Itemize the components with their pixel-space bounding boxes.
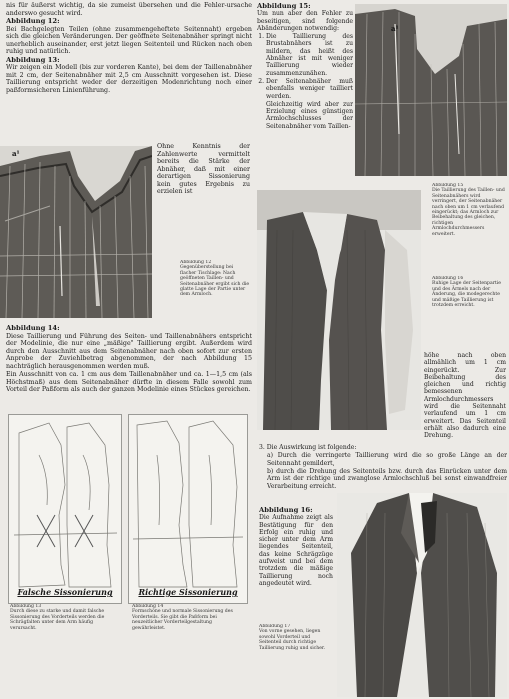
item3-lead: Die Auswirkung ist folgende: (266, 444, 357, 451)
caption-abbildung-17 (259, 624, 333, 670)
label-a1-right: a¹ (391, 24, 399, 33)
caption-abbildung-15 (432, 183, 506, 239)
caption-17-text: Von vorne gesehen, liegen sowohl Vorderteil und Seitenteil durch richtige Taillierung ruhig und sicher. (259, 629, 326, 651)
garment-armhole-photo (355, 4, 507, 176)
right-mid-text (424, 352, 506, 444)
jacket-front-photo (337, 493, 507, 697)
caption-abbildung-12 (180, 260, 250, 316)
abb15-list (257, 33, 353, 130)
abb15-item-1: 1. Die Taillierung des Brustabnähers ist zu mildern, das heißt des Abnäher ist mit weniger Taillierung wieder zusammenzunähen. (266, 33, 353, 77)
right-top-text (257, 2, 353, 180)
falsche-sissonierung-label: Falsche Sissonierung (17, 587, 113, 597)
photo-abbildung-12 (0, 146, 152, 318)
item3-number: 3. (259, 444, 267, 451)
photo-abbildung-16 (257, 190, 421, 430)
abb14-heading: Abbildung 14: (6, 324, 60, 332)
caption-14-text: Formschöne und normale Sissonierung des Vorderteils. Sie gibt die Paßform bei neuzeitlicher Vorderteilgestaltung gewährleistet. (132, 609, 233, 631)
false-pattern-drawing (9, 415, 121, 603)
caption-13-title: Abbildung 13 (10, 604, 42, 609)
label-a1-left: a¹ (12, 149, 20, 158)
abb12-heading: Abbildung 12: (6, 17, 60, 25)
caption-16-title: Abbildung 16 (432, 276, 464, 281)
intro-text: nis für äußerst wichtig, da sie zumeist übersehen und die Fehler-ursache anderswo gesucht wird. (6, 2, 252, 17)
abb12-text: Bei Bachgelegten Teilen (ohne zusammengeheftete Seitennaht) ergeben sich die gleichen Veränderungen. Der geöffnete Seitenabnäher springt nicht unerheblich auseinander, erst jetzt liegen Seitenteil und Rücken nach oben ruhig und natürlich. (6, 25, 252, 55)
abb15-item-2: 2. Der Seitenabnäher muß ebenfalls weniger tailliert werden. (266, 78, 353, 100)
caption-17-title: Abbildung 17 (259, 624, 291, 629)
abb14-text-block (6, 324, 252, 410)
caption-12-text: Gegenüberstellung bei flacher Tischlage: Nach geöffneten Taillen- und Seitenabnäher ergibt sich die glatte Lage der Partie unter dem Armloch. (180, 265, 250, 298)
caption-14-title: Abbildung 14 (132, 604, 164, 609)
abb15-heading: Abbildung 15: (257, 2, 311, 10)
caption-abbildung-16 (432, 276, 506, 322)
abb13-text-a: Wir zeigen ein Modell (bis zur vorderen Kante), bei dem der Taillenabnäher mit 2 cm, der Seitenabnäher mit 2,5 cm Ausschnitt vorgesehen ist. Diese Taillierung entspricht weder der derzeitigen Modenrichtung noch einer paßformsicheren Linienführung. (6, 64, 252, 94)
photo-abbildung-17 (337, 493, 507, 697)
right-mid-paragraph: höhe nach oben allmählich um 1 cm eingerückt. Zur Beibehaltung des gleichen und richtig bemessenen Armlochdurchmessers wird die Seitennaht verlaufend um 1 cm erweitert. Das Seitenteil erhält also dadurch eine Drehung. (424, 352, 506, 440)
item3-a (259, 444, 507, 451)
abb15-text: Um nun aber den Fehler zu beseitigen, sind folgende Abänderungen notwendig: (257, 10, 353, 32)
caption-15-title: Abbildung 15 (432, 183, 464, 188)
abb13-text-b: Ohne Kenntnis der Zahlenwerte vermittelt bereits die Stärke der Abnäher, daß mit einer derartigen Sissonierung kein gutes Ergebnis zu erzielen ist (157, 143, 250, 195)
caption-15-text: Die Taillierung des Taillen- und Seitenabnähers wird verringert, der Seitenabnäher nach oben um 1 cm verlaufend eingerückt; das Armloch zur Beibehaltung des gleichen, richtigen Armlochdurchmessers erweitert. (432, 188, 505, 237)
abb14-text-b: Ein Ausschnitt von ca. 1 cm aus dem Taillenabnäher und ca. 1—1,5 cm (als Höchstmaß) aus dem Seitenabnäher dürfte in diesem Falle sowohl zum Vorteil der Paßform als auch der ganzen Modelinie eines Stückes gereichen. (6, 371, 252, 393)
item3-b: a) Durch die verringerte Taillierung wird die so große Länge an der Seitennaht gemildert, (267, 452, 507, 467)
abb15-item-2b: Gleichzeitig wird aber zur Erzielung eines günstigen Armlochschlusses der Seitenabnäher vom Taillen- (266, 100, 353, 130)
abb13-heading: Abbildung 13: (6, 55, 60, 64)
abb16-text-block (259, 506, 333, 620)
photo-abbildung-15 (355, 4, 507, 176)
caption-abbildung-13 (10, 604, 118, 644)
caption-16-text: Ruhige Lage der Seitenpartie und des Ärmels nach der Änderung, die modegerechte und mäßige Taillierung ist trotzdem erreicht. (432, 281, 501, 309)
richtige-sissonierung-label: Richtige Sissonierung (138, 587, 238, 597)
correct-pattern-drawing (129, 415, 247, 603)
abb16-heading: Abbildung 16: (259, 506, 313, 514)
abb14-text-a: Diese Taillierung und Führung des Seiten- und Taillenabnähers entspricht der Modelinie, die nur eine „mäßige" Taillierung ergibt. Außerdem wird durch den Ausschnitt aus dem Seitenabnäher nach oben sofort zur ersten Anprobe der Zuviehlbetrag abgenommen, der nach Abbildung 15 nachträglich herausgenommen werden muß. (6, 332, 252, 370)
pattern-panel-right (128, 414, 248, 604)
pattern-panel-false (8, 414, 122, 604)
garment-flat-photo (0, 146, 152, 318)
caption-12-title: Abbildung 12 (180, 260, 212, 265)
caption-13-text: Durch diese zu starke und damit falsche Sissonierung des Vorderteils werden die Schrägfalten unter dem Arm häufig verursacht. (10, 609, 105, 631)
abb16-text: Die Aufnahme zeigt als Bestätigung für den Erfolg ein ruhig und sicher unter dem Arm liegendes Seitenteil, das keine Schrägzüge aufweist und bei dem trotzdem die mäßige Taillierung noch angedeutet wird. (259, 514, 333, 587)
caption-abbildung-14 (132, 604, 244, 644)
abb13-text-b-block (157, 143, 250, 213)
item3-c: b) durch die Drehung des Seitenteils bzw. durch das Einrücken unter dem Arm ist der richtige und zwanglose Armlochschluß bei sonst einwandfreier Verarbeitung erreicht. (267, 468, 507, 490)
vest-side-photo (257, 190, 421, 430)
